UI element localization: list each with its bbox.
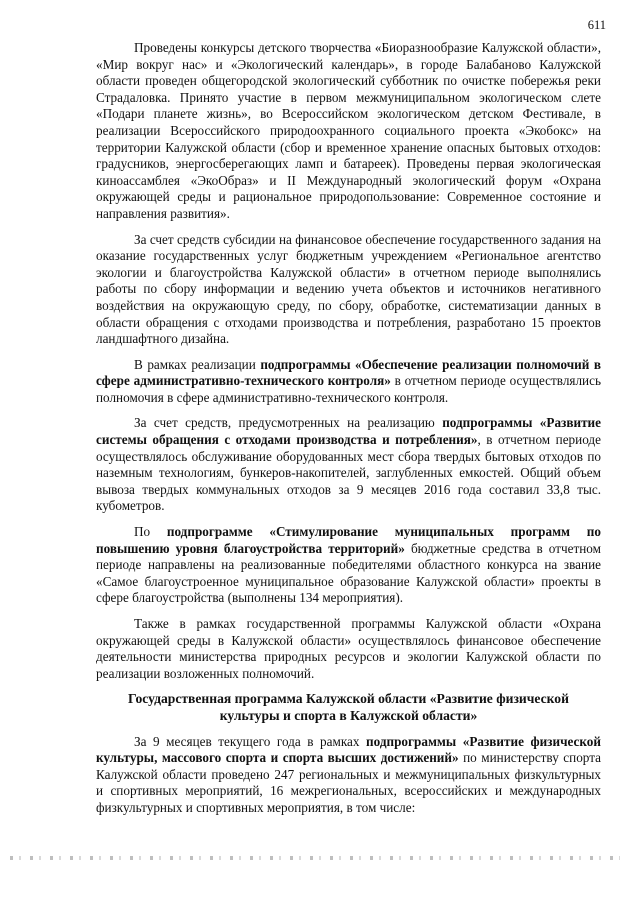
paragraph — [96, 616, 601, 682]
paragraph — [96, 524, 601, 607]
document-body — [96, 40, 601, 826]
text-run: в отчетном периоде осуществлялись полномочия в сфере административно-технического контроля. — [96, 373, 601, 405]
bold-text-run: подпрограммы «Развитие системы обращения с отходами производства и потребления» — [96, 415, 601, 448]
text-run: Проведены конкурсы детского творчества «Биоразнообразие Калужской области», «Мир вокруг нас» и «Экологический календарь», в городе Балабаново Калужской области проведен общегородской экологический субботник по очистке побережья реки Страдаловка. Принято участие в первом межмуниципальном экологическом слете «Подари планете жизнь», во Всероссийском экологическом детском Фестивале, в реализации Всероссийского природоохранного социального проекта «Экобокс» на территории Калужской области (сбор и временное хранение опасных бытовых отходов: градусников, энергосберегающих ламп и батареек). Проведены первая экологическая киноассамблея «ЭкоОбраз» и II Международный экологический форум «Охрана окружающей среды и рациональное природопользование: Современное состояние и направления развития». — [96, 40, 601, 221]
scan-artifact-line — [10, 856, 620, 860]
bold-text-run: подпрограммы «Развитие физической культуры, массового спорта и спорта высших достижений» — [96, 733, 602, 766]
bold-text-run: подпрограммы «Обеспечение реализации полномочий в сфере административно-технического контроля» — [96, 356, 602, 389]
text-run: В рамках реализации — [134, 356, 261, 372]
text-run: За счет средств, предусмотренных на реализацию — [134, 415, 443, 431]
final-paragraph — [96, 734, 601, 817]
paragraph — [96, 40, 601, 223]
page-number: 611 — [587, 18, 606, 32]
text-run: За счет средств субсидии на финансовое обеспечение государственного задания на оказание государственных услуг бюджетным учреждением «Региональное агентство экологии и благоустройства Калужской области» в отчетном периоде выполнялись работы по сбору информации и ведению учета объектов и источников негативного воздействия на окружающую среду, по сбору, обработке, систематизации данных в области обращения с отходами производства и потребления, разработано 15 проектов ландшафтного дизайна. — [96, 231, 601, 347]
paragraph — [96, 415, 601, 515]
bold-text-run: подпрограмме «Стимулирование муниципальных программ по повышению уровня благоустройства территорий» — [96, 524, 601, 556]
text-run: Также в рамках государственной программы Калужской области «Охрана окружающей среды в Калужской области» осуществлялось финансовое обеспечение деятельности министерства природных ресурсов и экологии Калужской области по реализации возложенных полномочий. — [96, 616, 601, 681]
text-run: по министерству спорта Калужской области проведено 247 региональных и межмуниципальных физкультурных и спортивных мероприятий, 16 межрегиональных, всероссийских и международных физкультурных и спортивных мероприятия, в том числе: — [96, 750, 602, 815]
paragraph — [96, 357, 601, 407]
text-run: По — [134, 524, 167, 540]
paragraph — [96, 232, 601, 348]
text-run: За 9 месяцев текущего года в рамках — [134, 733, 367, 749]
text-run: бюджетные средства в отчетном периоде направлены на реализованные победителями областного конкурса на звание «Самое благоустроенное муниципальное образование Калужской области» проекты в сфере благоустройства (выполнены 134 мероприятия). — [96, 540, 601, 606]
section-heading: Государственная программа Калужской области «Развитие физической культуры и спорта в Калужской области» — [128, 691, 569, 723]
text-run: , в отчетном периоде осуществлялось обслуживание оборудованных мест сбора твердых бытовых отходов по наземным технологиям, бункеров-накопителей, заглубленных емкостей. Общий объем вывоза твердых коммунальных отходов за 9 месяцев 2016 года составил 33,8 тыс. кубометров. — [96, 432, 601, 514]
